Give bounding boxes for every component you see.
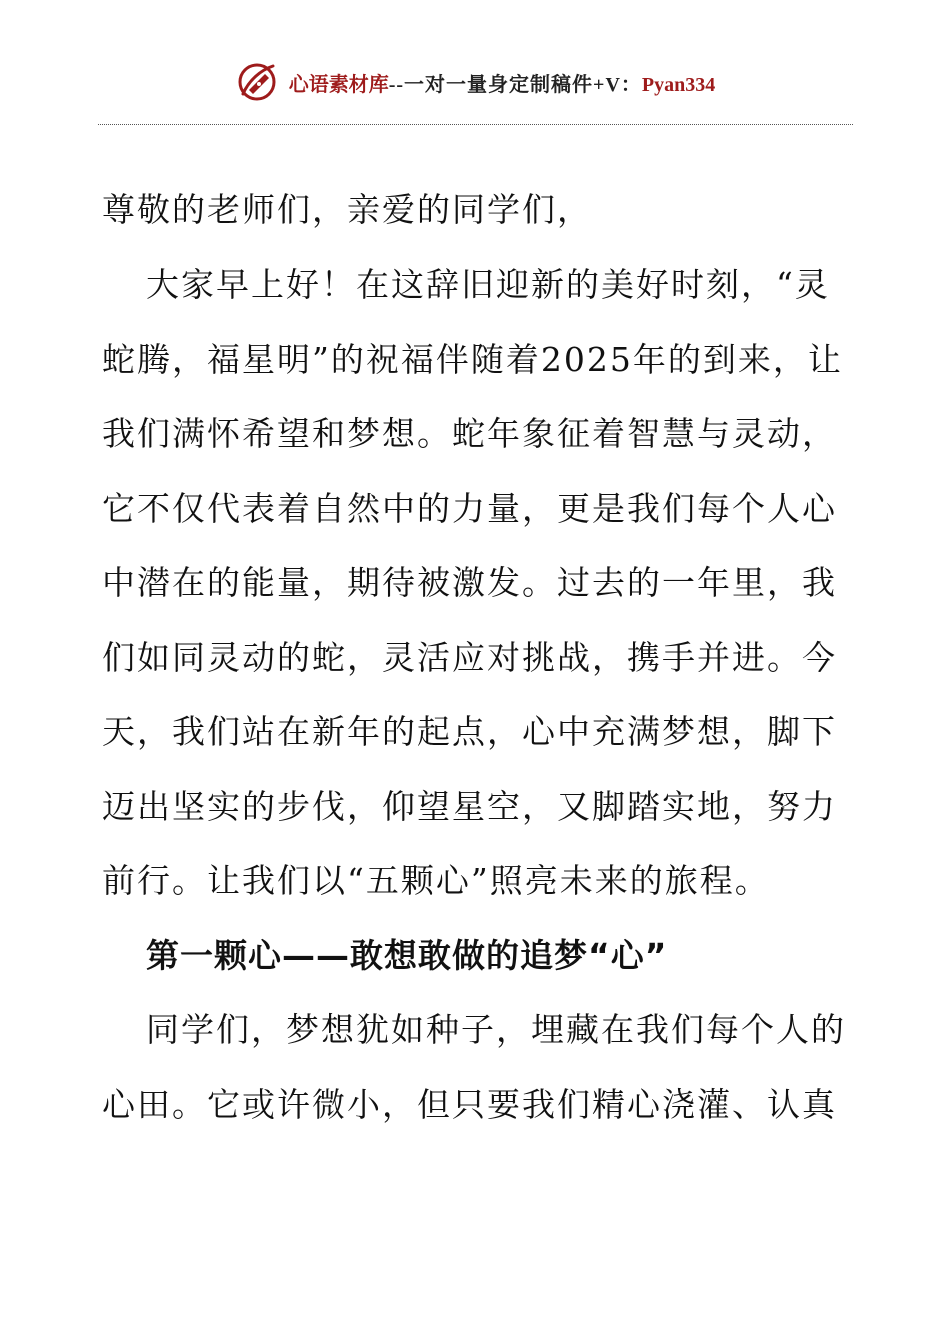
- paragraph-line: 我们满怀希望和梦想。蛇年象征着智慧与灵动，: [102, 414, 837, 453]
- pen-nib-logo-icon: [235, 60, 279, 104]
- page-header: [0, 58, 950, 106]
- brand-name: 心语素材库: [288, 73, 389, 96]
- paragraph-line: 前行。让我们以“五颗心”照亮未来的旅程。: [102, 861, 770, 900]
- header-divider: [98, 124, 853, 125]
- paragraph-line: 蛇腾，福星明”的祝福伴随着2025年的到来，让: [102, 339, 843, 379]
- paragraph-line: 大家早上好！在这辞旧迎新的美好时刻，“灵: [146, 265, 830, 304]
- paragraph-line: 它不仅代表着自然中的力量，更是我们每个人心: [102, 488, 837, 528]
- brand-tagline: --一对一量身定制稿件+V：: [388, 73, 642, 96]
- greeting-line: 尊敬的老师们，亲爱的同学们，: [102, 190, 592, 229]
- brand-contact: Pyan334: [641, 73, 716, 96]
- section-heading: 第一颗心——敢想敢做的追梦“心”: [146, 935, 668, 975]
- document-body: [102, 172, 854, 1142]
- paragraph-line: 中潜在的能量，期待被激发。过去的一年里，我: [102, 563, 837, 602]
- paragraph-line: 心田。它或许微小，但只要我们精心浇灌、认真: [102, 1084, 837, 1124]
- paragraph-line: 同学们，梦想犹如种子，埋藏在我们每个人的: [146, 1010, 846, 1049]
- paragraph-line: 们如同灵动的蛇，灵活应对挑战，携手并进。今: [102, 637, 837, 677]
- paragraph-line: 天，我们站在新年的起点，心中充满梦想，脚下: [102, 712, 837, 751]
- paragraph-line: 迈出坚实的步伐，仰望星空，又脚踏实地，努力: [102, 786, 837, 826]
- header-brand-text: [289, 68, 716, 97]
